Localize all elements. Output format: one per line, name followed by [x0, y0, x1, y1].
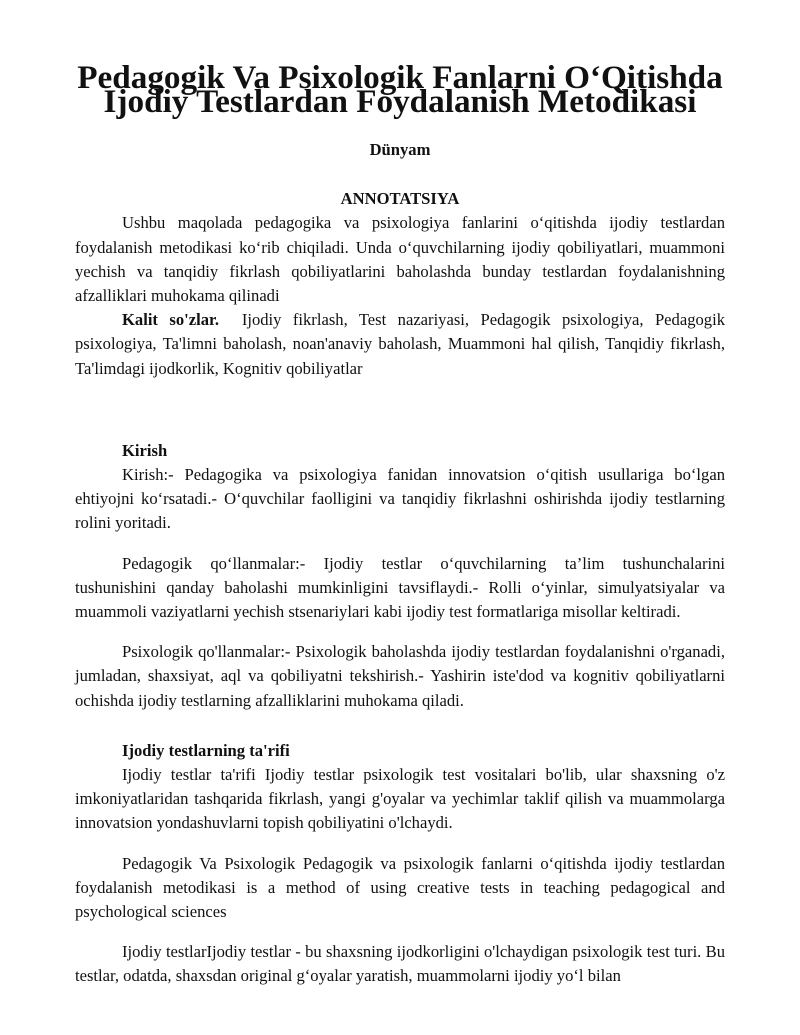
annotation-heading: ANNOTATSIYA: [340, 189, 460, 209]
definition-paragraph: Pedagogik Va Psixologik Pedagogik va psixologik fanlarni o‘qitishda ijodiy testlardan foydalanish metodikasi is a method of using creative tests in teaching pedagogical and psychological sciences: [75, 853, 725, 922]
intro-heading: Kirish: [122, 440, 168, 460]
intro-paragraph: Kirish:- Pedagogika va psixologiya fanidan innovatsion o‘qitish usullariga bo‘lgan ehtiyojni ko‘rsatadi.- O‘quvchilar faolligini va tanqidiy fikrlashni oshirishda ijodiy testlarning rolini yoritadi.: [75, 465, 725, 533]
definition-paragraph: Ijodiy testlarIjodiy testlar - bu shaxsning ijodkorligini o'lchaydigan psixologik test turi. Bu testlar, odatda, shaxsdan original g‘oyalar yaratish, muammolarni ijodiy yo‘l bilan: [75, 942, 725, 986]
page-title: Pedagogik Va Psixologik Fanlarni O‘Qitishda Ijodiy Testlardan Foydalanish Metodikasi: [77, 59, 723, 120]
definition-heading: Ijodiy testlarning ta'rifi: [122, 740, 290, 760]
annotation-paragraph: Ushbu maqolada pedagogika va psixologiya fanlarini o‘qitishda ijodiy testlardan foydalanish metodikasi ko‘rib chiqiladi. Unda o‘quvchilarning ijodiy qobiliyatlari, muammoni yechish va tanqidiy fikrlash qobiliyatlarini baholashda bunday testlardan foydalanishning afzalliklari muhokama qilinadi: [75, 213, 725, 306]
intro-paragraph: Psixologik qo'llanmalar:- Psixologik baholashda ijodiy testlardan foydalanishni o'rganadi, jumladan, shaxsiyat, aql va qobiliyatni tekshirish.- Yashirin iste'dod va kognitiv qobiliyatlarni ochishda ijodiy testlarning afzalliklarini muhokama qiladi.: [75, 642, 725, 710]
keywords-label: Kalit so'zlar.: [122, 310, 219, 330]
author-name: Dünyam: [369, 140, 431, 159]
keywords-paragraph: [75, 308, 725, 381]
definition-paragraph: Ijodiy testlar ta'rifi Ijodiy testlar psixologik test vositalari bo'lib, ular shaxsning o'z imkoniyatlaridan tashqarida fikrlash, yangi g'oyalar va yechimlar taklif qilish va muammolarga innovatsion yondashuvlarni topish qobiliyatini o'lchaydi.: [75, 765, 725, 833]
keywords-text: Ijodiy fikrlash, Test nazariyasi, Pedagogik psixologiya, Pedagogik psixologiya, Ta'limni baholash, noan'anaviy baholash, Muammoni hal qilish, Tanqidiy fikrlash, Ta'limdagi ijodkorlik, Kognitiv qobiliyatlar: [75, 310, 725, 378]
intro-paragraph: Pedagogik qo‘llanmalar:- Ijodiy testlar o‘quvchilarning ta’lim tushunchalarini tushunishini qanday baholashi mumkinligini tavsiflaydi.- Rolli o‘yinlar, simulyatsiyalar va muammoli vaziyatlarni yechish stsenariylari kabi ijodiy test formatlariga misollar keltiradi.: [75, 553, 725, 622]
